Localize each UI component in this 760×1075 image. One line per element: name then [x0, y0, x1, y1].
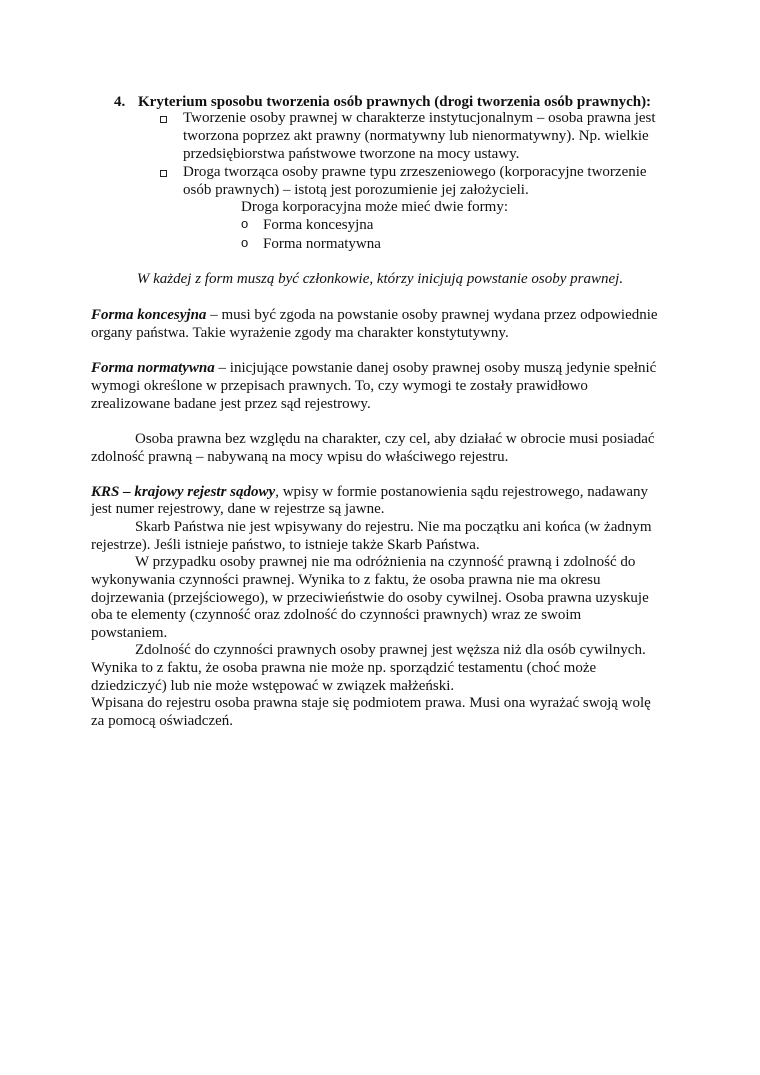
krs-line: wykonywania czynności prawnej. Wynika to z faktu, że osoba prawna nie ma okresu [91, 572, 601, 588]
krs-line: Wpisana do rejestru osoba prawna staje się podmiotem prawa. Musi ona wyrażać swoją wolę [91, 695, 651, 711]
forma-koncesyjna-text: – musi być zgoda na powstanie osoby prawnej wydana przez odpowiednie [206, 307, 658, 323]
members-note: W każdej z form muszą być członkowie, którzy inicjują powstanie osoby prawnej. [136, 271, 624, 287]
krs-line: Wynika to z faktu, że osoba prawna nie może np. sporządzić testamentu (choć może [91, 660, 597, 676]
krs-line1 [91, 483, 648, 501]
forma-koncesyjna-term: Forma koncesyjna [91, 307, 207, 323]
krs-line: Zdolność do czynności prawnych osoby prawnej jest węższa niż dla osób cywilnych. [135, 642, 646, 658]
square-bullet-icon [160, 116, 167, 123]
krs-line: powstaniem. [91, 625, 168, 641]
forma-koncesyjna-line1 [91, 306, 658, 324]
krs-line: Skarb Państwa nie jest wpisywany do rejestru. Nie ma początku ani końca (w żadnym [135, 519, 652, 535]
circle-bullet-icon: o [241, 235, 249, 250]
bullet1-line3: przedsiębiorstwa państwowe tworzone na mocy ustawy. [183, 146, 520, 162]
krs-line: dziedziczyć) lub nie może wstępować w związek małżeński. [91, 678, 455, 694]
krs-line: W przypadku osoby prawnej nie ma odróżnienia na czynność prawną i zdolność do [135, 554, 636, 570]
forma-normatywna-line1 [91, 359, 656, 377]
forma-normatywna-text: – inicjujące powstanie danej osoby prawnej osoby muszą jedynie spełnić [214, 360, 657, 376]
forma-normatywna-line3: zrealizowane badane jest przez sąd rejestrowy. [91, 396, 371, 412]
bullet2-line2: osób prawnych) – istotą jest porozumienie jej założycieli. [183, 182, 529, 198]
krs-line: jest numer rejestrowy, dane w rejestrze są jawne. [91, 501, 385, 517]
sub-item-koncesyjna: Forma koncesyjna [263, 217, 374, 233]
zdolnosc-line2: zdolność prawną – nabywaną na mocy wpisu do właściwego rejestru. [91, 449, 509, 465]
bullet2-line1: Droga tworząca osoby prawne typu zrzeszeniowego (korporacyjne tworzenie [183, 164, 647, 180]
krs-text: , wpisy w formie postanowienia sądu rejestrowego, nadawany [275, 484, 649, 500]
bullet1-line2: tworzona poprzez akt prawny (normatywny lub nienormatywny). Np. wielkie [183, 128, 649, 144]
forma-koncesyjna-line2: organy państwa. Takie wyrażenie zgody ma charakter konstytutywny. [91, 325, 509, 341]
circle-bullet-icon: o [241, 216, 249, 231]
zdolnosc-line1: Osoba prawna bez względu na charakter, czy cel, aby działać w obrocie musi posiadać [135, 431, 655, 447]
bullet1-line1: Tworzenie osoby prawnej w charakterze instytucjonalnym – osoba prawna jest [183, 110, 656, 126]
krs-line: dojrzewania (przejściowego), w przeciwieństwie do osoby cywilnej. Osoba prawna uzyskuje [91, 590, 649, 606]
krs-line: oba te elementy (czynność oraz zdolność do czynności prawnych) wraz ze swoim [91, 607, 582, 623]
sub-item-normatywna: Forma normatywna [263, 236, 381, 252]
krs-term: KRS – krajowy rejestr sądowy [91, 484, 276, 500]
forma-normatywna-term: Forma normatywna [91, 360, 215, 376]
square-bullet-icon [160, 170, 167, 177]
krs-line: za pomocą oświadczeń. [91, 713, 234, 729]
section-number: 4. [114, 94, 126, 110]
forma-normatywna-line2: wymogi określone w przepisach prawnych. To, czy wymogi te zostały prawidłowo [91, 378, 588, 394]
section-title: Kryterium sposobu tworzenia osób prawnych (drogi tworzenia osób prawnych): [138, 94, 652, 110]
krs-line: rejestrze). Jeśli istnieje państwo, to istnieje także Skarb Państwa. [91, 537, 480, 553]
forms-intro: Droga korporacyjna może mieć dwie formy: [241, 199, 508, 215]
